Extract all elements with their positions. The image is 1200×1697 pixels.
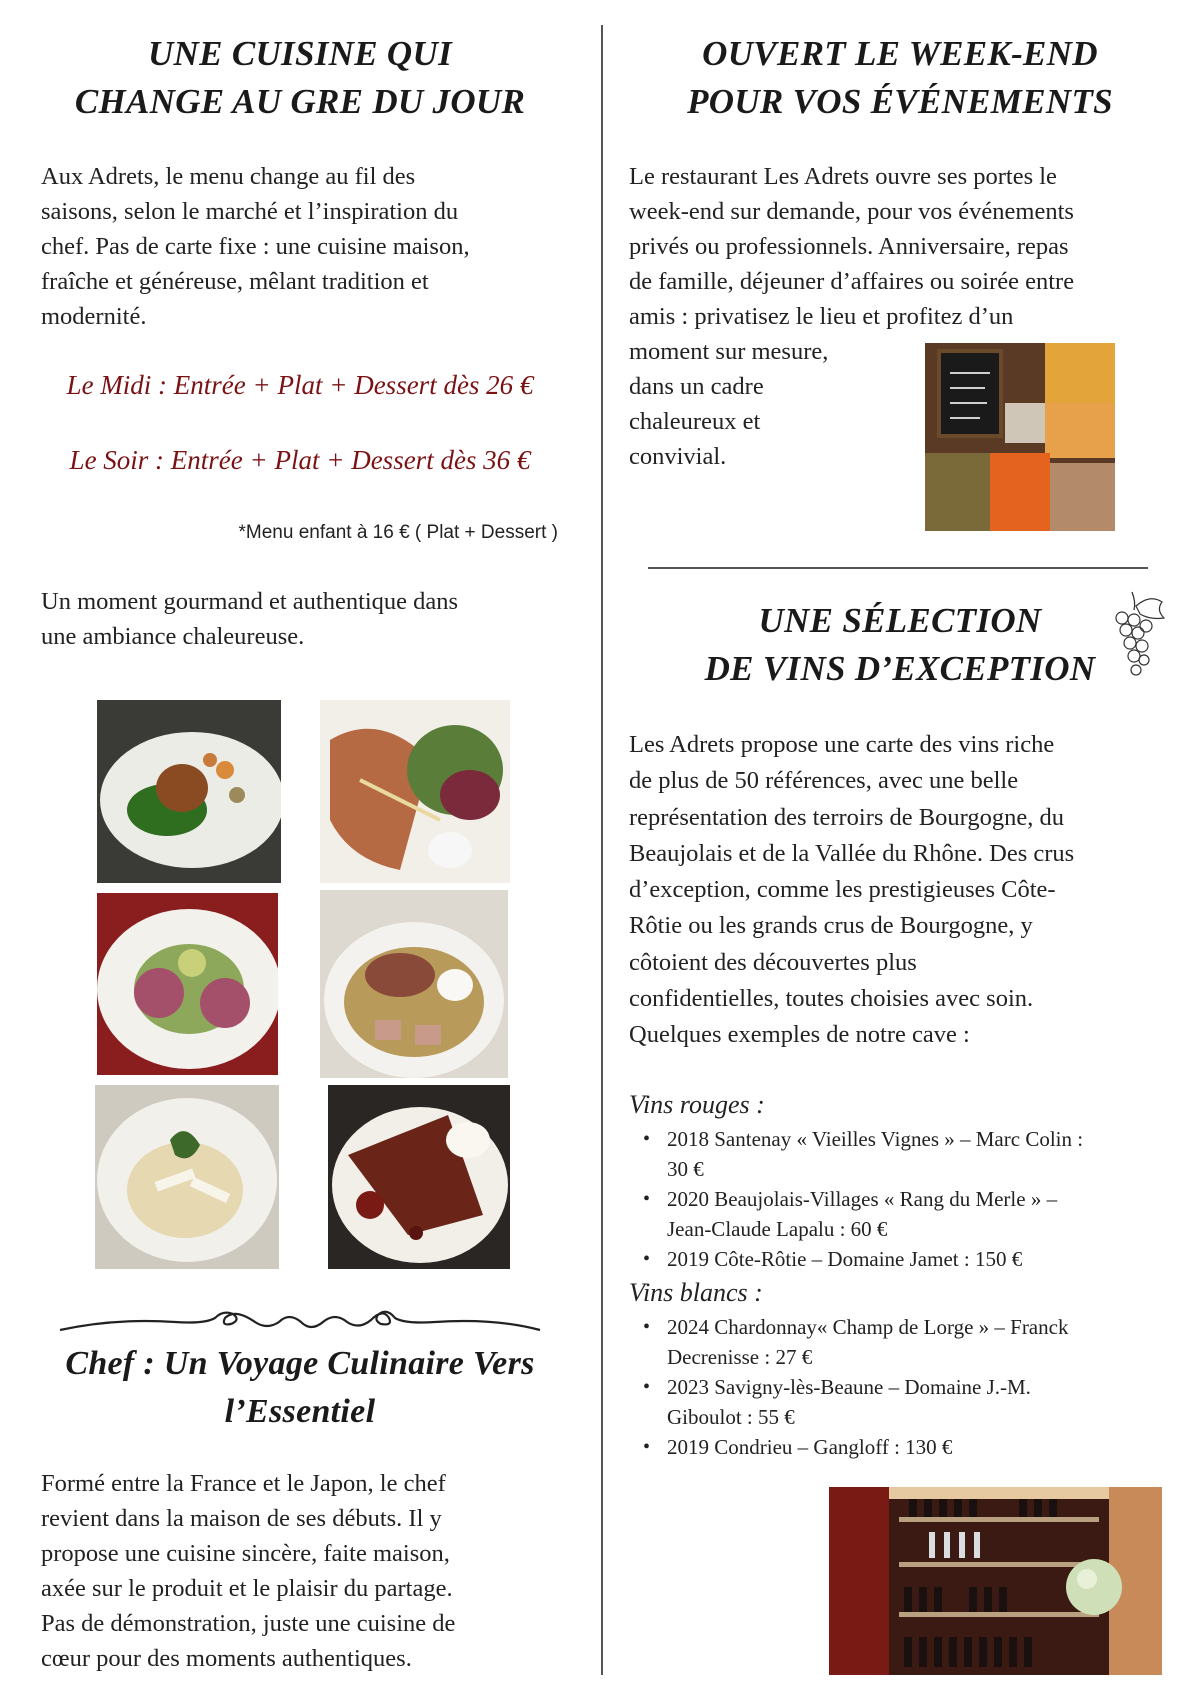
weekend-short-line: moment sur mesure, bbox=[629, 338, 829, 365]
chef-text-line: axée sur le produit et le plaisir du partage. bbox=[41, 1575, 453, 1602]
dish-photo-egg bbox=[320, 890, 508, 1078]
dish-photo-tart bbox=[328, 1085, 510, 1269]
whites-label: Vins blancs : bbox=[629, 1278, 763, 1307]
wine-item bbox=[629, 1244, 1160, 1274]
weekend-short-text bbox=[629, 334, 889, 474]
wines-text-line: Rôtie ou les grands crus de Bourgogne, y bbox=[629, 912, 1033, 940]
cuisine-intro-line: fraîche et généreuse, mêlant tradition et bbox=[41, 268, 429, 295]
cuisine-intro-line: modernité. bbox=[41, 303, 147, 330]
chef-text-line: propose une cuisine sincère, faite maison, bbox=[41, 1540, 450, 1567]
wine-item-line: Jean-Claude Lapalu : 60 € bbox=[667, 1217, 888, 1241]
wines-title bbox=[640, 597, 1160, 693]
cuisine-intro-line: chef. Pas de carte fixe : une cuisine maison, bbox=[41, 233, 470, 260]
chef-title-line: l’Essentiel bbox=[224, 1393, 376, 1430]
chef-title-line: Chef : Un Voyage Culinaire Vers bbox=[65, 1345, 535, 1382]
wine-item-line: Decrenisse : 27 € bbox=[667, 1345, 813, 1369]
dish-photo-lamb bbox=[97, 700, 281, 883]
wine-item-line: • 2024 Chardonnay« Champ de Lorge » – Franck bbox=[667, 1315, 1069, 1339]
cuisine-title-line: CHANGE AU GRE DU JOUR bbox=[74, 82, 526, 121]
kids-menu-note: *Menu enfant à 16 € ( Plat + Dessert ) bbox=[238, 522, 558, 543]
column-divider bbox=[601, 25, 603, 1675]
wine-item bbox=[629, 1432, 1160, 1462]
wine-item bbox=[629, 1124, 1160, 1184]
wines-text-line: côtoient des découvertes plus bbox=[629, 948, 917, 976]
wine-cellar-photo bbox=[829, 1487, 1162, 1675]
reds-list bbox=[629, 1124, 1160, 1274]
weekend-short-line: dans un cadre bbox=[629, 373, 764, 400]
cuisine-intro-line: Aux Adrets, le menu change au fil des bbox=[41, 163, 416, 190]
dish-photo-salad bbox=[320, 700, 510, 883]
section-rule bbox=[648, 567, 1148, 569]
dish-photo-sausage bbox=[97, 893, 278, 1075]
weekend-text-line: week-end sur demande, pour vos événements bbox=[629, 198, 1074, 225]
wine-item-line: • 2019 Condrieu – Gangloff : 130 € bbox=[667, 1435, 953, 1459]
chef-text-line: revient dans la maison de ses débuts. Il y bbox=[41, 1505, 442, 1532]
flourish-divider bbox=[55, 1300, 545, 1340]
wine-item-line: • 2019 Côte-Rôtie – Domaine Jamet : 150 € bbox=[667, 1247, 1023, 1271]
grapes-icon bbox=[1110, 588, 1170, 686]
menu-midi: Le Midi : Entrée + Plat + Dessert dès 26 € bbox=[66, 370, 534, 400]
wine-item bbox=[629, 1372, 1160, 1432]
wines-text-line: Les Adrets propose une carte des vins riche bbox=[629, 731, 1055, 758]
wine-item bbox=[629, 1312, 1160, 1372]
event-buffet-photo bbox=[925, 343, 1115, 531]
chef-text bbox=[41, 1466, 560, 1676]
wines-text-line: Beaujolais et de la Vallée du Rhône. Des crus bbox=[629, 839, 1075, 867]
weekend-text bbox=[629, 159, 1160, 334]
wine-item-line: 30 € bbox=[667, 1157, 704, 1181]
dish-photo-risotto bbox=[95, 1085, 279, 1269]
chef-text-line: Pas de démonstration, juste une cuisine de bbox=[41, 1610, 456, 1637]
cuisine-title bbox=[40, 30, 560, 126]
weekend-title-line: POUR VOS ÉVÉNEMENTS bbox=[687, 82, 1113, 121]
weekend-short-line: chaleureux et bbox=[629, 408, 761, 435]
weekend-text-line: de famille, déjeuner d’affaires ou soirée entre bbox=[629, 268, 1075, 295]
wine-item-line: • 2020 Beaujolais-Villages « Rang du Merle » – bbox=[667, 1187, 1058, 1211]
wines-title-line: DE VINS D’EXCEPTION bbox=[704, 649, 1096, 688]
wines-text-line: confidentielles, toutes choisies avec soin. bbox=[629, 985, 1034, 1013]
wine-item bbox=[629, 1184, 1160, 1244]
wines-title-line: UNE SÉLECTION bbox=[758, 601, 1042, 640]
wines-text-line: de plus de 50 références, avec une belle bbox=[629, 767, 1019, 795]
cuisine-intro-line: saisons, selon le marché et l’inspiration du bbox=[41, 198, 459, 225]
weekend-text-line: privés ou professionnels. Anniversaire, repas bbox=[629, 233, 1069, 260]
wines-text-line: représentation des terroirs de Bourgogne, du bbox=[629, 803, 1064, 831]
chef-title bbox=[40, 1340, 560, 1436]
weekend-title-line: OUVERT LE WEEK-END bbox=[702, 34, 1098, 73]
wines-text bbox=[629, 727, 1160, 1054]
weekend-text-line: amis : privatisez le lieu et profitez d’un bbox=[629, 303, 1014, 330]
cuisine-title-line: UNE CUISINE QUI bbox=[147, 34, 453, 73]
chef-text-line: cœur pour des moments authentiques. bbox=[41, 1645, 412, 1672]
weekend-title bbox=[640, 30, 1160, 126]
weekend-short-line: convivial. bbox=[629, 443, 727, 470]
wines-text-line: d’exception, comme les prestigieuses Côte- bbox=[629, 876, 1056, 904]
cuisine-intro bbox=[41, 159, 560, 334]
moment-text bbox=[41, 584, 560, 654]
wines-examples: Quelques exemples de notre cave : bbox=[629, 1021, 970, 1049]
wine-item-line: • 2023 Savigny-lès-Beaune – Domaine J.-M. bbox=[667, 1375, 1031, 1399]
weekend-text-line: Le restaurant Les Adrets ouvre ses portes le bbox=[629, 163, 1057, 190]
chef-text-line: Formé entre la France et le Japon, le chef bbox=[41, 1470, 446, 1497]
menu-soir: Le Soir : Entrée + Plat + Dessert dès 36 € bbox=[69, 445, 531, 475]
wine-item-line: • 2018 Santenay « Vieilles Vignes » – Marc Colin : bbox=[667, 1127, 1084, 1151]
reds-label: Vins rouges : bbox=[629, 1090, 765, 1119]
moment-line: une ambiance chaleureuse. bbox=[41, 623, 305, 650]
wine-item-line: Giboulot : 55 € bbox=[667, 1405, 795, 1429]
moment-line: Un moment gourmand et authentique dans bbox=[41, 588, 459, 615]
whites-list bbox=[629, 1312, 1160, 1462]
